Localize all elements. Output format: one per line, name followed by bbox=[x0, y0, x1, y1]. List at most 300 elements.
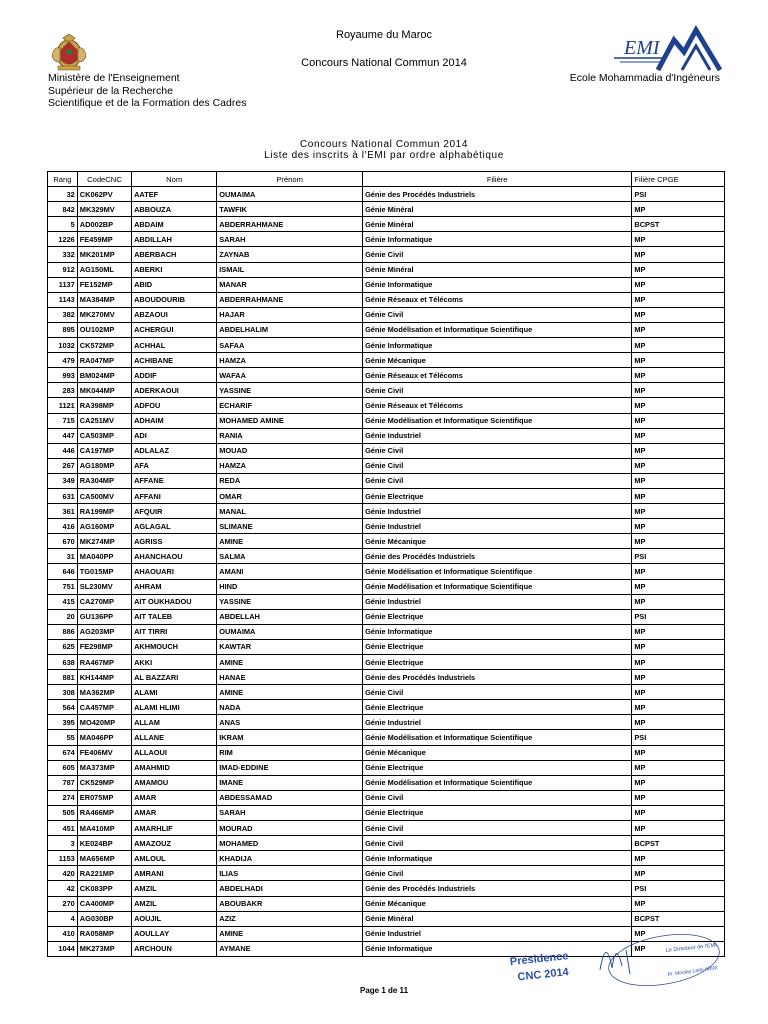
table-row bbox=[48, 247, 725, 262]
cell-codecnc: CA503MP bbox=[77, 428, 131, 443]
cell-filiere: Génie Minéral bbox=[363, 262, 632, 277]
cell-rang: 420 bbox=[48, 866, 78, 881]
cell-rang: 715 bbox=[48, 413, 78, 428]
cell-filiere-cpge: MP bbox=[632, 202, 725, 217]
stamp-line-2: CNC 2014 bbox=[516, 966, 570, 984]
cell-filiere-cpge: MP bbox=[632, 760, 725, 775]
signature-line-2: Pr. Moulay Larbi ABIDI bbox=[667, 965, 719, 978]
cell-prenom: ANAS bbox=[217, 715, 363, 730]
cell-filiere: Génie Electrique bbox=[363, 760, 632, 775]
cell-filiere: Génie Modélisation et Informatique Scientifique bbox=[363, 564, 632, 579]
cell-codecnc: MK273MP bbox=[77, 941, 131, 956]
cell-nom: ADI bbox=[132, 428, 217, 443]
cell-prenom: ISMAIL bbox=[217, 262, 363, 277]
cell-codecnc: BM024MP bbox=[77, 368, 131, 383]
cell-nom: AMRANI bbox=[132, 866, 217, 881]
table-row bbox=[48, 519, 725, 534]
cell-filiere: Génie Minéral bbox=[363, 202, 632, 217]
cell-filiere-cpge: MP bbox=[632, 232, 725, 247]
cell-filiere-cpge: MP bbox=[632, 292, 725, 307]
cell-filiere: Génie des Procédés Industriels bbox=[363, 187, 632, 202]
cell-filiere: Génie Civil bbox=[363, 383, 632, 398]
cell-nom: AKKI bbox=[132, 655, 217, 670]
emi-logo-text: EMI bbox=[624, 37, 660, 59]
cell-filiere: Génie Informatique bbox=[363, 851, 632, 866]
cell-nom: AOUJIL bbox=[132, 911, 217, 926]
cell-codecnc: ER075MP bbox=[77, 790, 131, 805]
cell-filiere-cpge: MP bbox=[632, 428, 725, 443]
table-row bbox=[48, 700, 725, 715]
cell-codecnc: OU102MP bbox=[77, 322, 131, 337]
cell-nom: ABDAIM bbox=[132, 217, 217, 232]
table-row bbox=[48, 353, 725, 368]
cell-filiere: Génie Mécanique bbox=[363, 534, 632, 549]
cell-filiere-cpge: MP bbox=[632, 368, 725, 383]
cell-filiere-cpge: MP bbox=[632, 926, 725, 941]
cell-filiere-cpge: MP bbox=[632, 685, 725, 700]
cell-nom: ALLAM bbox=[132, 715, 217, 730]
cell-nom: AIT TIRRI bbox=[132, 624, 217, 639]
table-row bbox=[48, 504, 725, 519]
ministry-line-1: Ministère de l'Enseignement bbox=[48, 72, 180, 84]
cell-filiere-cpge: MP bbox=[632, 715, 725, 730]
cell-filiere: Génie Electrique bbox=[363, 700, 632, 715]
table-row bbox=[48, 624, 725, 639]
cell-codecnc: AG150ML bbox=[77, 262, 131, 277]
cell-nom: ADERKAOUI bbox=[132, 383, 217, 398]
cell-filiere: Génie Réseaux et Télécoms bbox=[363, 292, 632, 307]
cell-prenom: IMAD-EDDINE bbox=[217, 760, 363, 775]
cell-filiere-cpge: BCPST bbox=[632, 217, 725, 232]
table-row bbox=[48, 821, 725, 836]
col-header-nom: Nom bbox=[132, 172, 217, 187]
cell-filiere-cpge: MP bbox=[632, 262, 725, 277]
cell-filiere-cpge: MP bbox=[632, 413, 725, 428]
cell-nom: AHANCHAOU bbox=[132, 549, 217, 564]
cell-codecnc: CK062PV bbox=[77, 187, 131, 202]
cell-nom: ADDIF bbox=[132, 368, 217, 383]
cell-filiere: Génie Civil bbox=[363, 866, 632, 881]
cell-prenom: ILIAS bbox=[217, 866, 363, 881]
cell-rang: 751 bbox=[48, 579, 78, 594]
cell-codecnc: MA410MP bbox=[77, 821, 131, 836]
cell-nom: ACHHAL bbox=[132, 338, 217, 353]
registrants-table bbox=[47, 171, 725, 957]
cell-rang: 395 bbox=[48, 715, 78, 730]
cell-filiere-cpge: MP bbox=[632, 488, 725, 503]
cell-filiere: Génie Modélisation et Informatique Scientifique bbox=[363, 322, 632, 337]
table-row bbox=[48, 564, 725, 579]
col-header-prenom: Prénom bbox=[217, 172, 363, 187]
cell-codecnc: SL230MV bbox=[77, 579, 131, 594]
cell-prenom: ECHARIF bbox=[217, 398, 363, 413]
signature-line-1: Le Directeur de l'EMI bbox=[665, 942, 718, 954]
cell-rang: 670 bbox=[48, 534, 78, 549]
table-row bbox=[48, 217, 725, 232]
contest-title: Concours National Commun 2014 bbox=[301, 57, 467, 69]
cell-filiere: Génie Mécanique bbox=[363, 896, 632, 911]
cell-prenom: AMINE bbox=[217, 534, 363, 549]
cell-rang: 410 bbox=[48, 926, 78, 941]
cell-rang: 674 bbox=[48, 745, 78, 760]
cell-rang: 5 bbox=[48, 217, 78, 232]
col-header-filiere-cpge: Filière CPGE bbox=[632, 172, 725, 187]
school-name: Ecole Mohammadia d'Ingéneurs bbox=[569, 72, 720, 84]
cell-nom: AHRAM bbox=[132, 579, 217, 594]
cell-filiere-cpge: MP bbox=[632, 821, 725, 836]
cell-rang: 1153 bbox=[48, 851, 78, 866]
cell-filiere-cpge: MP bbox=[632, 579, 725, 594]
cell-nom: AGLAGAL bbox=[132, 519, 217, 534]
stamp-line-1: Présidence bbox=[509, 950, 569, 969]
cell-nom: ACHIBANE bbox=[132, 353, 217, 368]
cell-codecnc: RA221MP bbox=[77, 866, 131, 881]
cell-nom: ABID bbox=[132, 277, 217, 292]
cell-codecnc: CK529MP bbox=[77, 775, 131, 790]
document-title: Concours National Commun 2014 bbox=[299, 139, 469, 150]
cell-codecnc: AG180MP bbox=[77, 458, 131, 473]
cell-nom: ABERKI bbox=[132, 262, 217, 277]
ministry-name bbox=[48, 72, 246, 110]
cell-rang: 416 bbox=[48, 519, 78, 534]
cell-nom: ALLAOUI bbox=[132, 745, 217, 760]
table-row bbox=[48, 851, 725, 866]
cell-filiere-cpge: MP bbox=[632, 866, 725, 881]
cell-prenom: OUMAIMA bbox=[217, 624, 363, 639]
table-row bbox=[48, 307, 725, 322]
cell-rang: 55 bbox=[48, 730, 78, 745]
cell-rang: 32 bbox=[48, 187, 78, 202]
cell-rang: 20 bbox=[48, 609, 78, 624]
table-row bbox=[48, 488, 725, 503]
page-number: Page 1 de 11 bbox=[359, 986, 409, 995]
cell-filiere-cpge: MP bbox=[632, 443, 725, 458]
cell-nom: ACHERGUI bbox=[132, 322, 217, 337]
cell-filiere-cpge: BCPST bbox=[632, 836, 725, 851]
cell-filiere: Génie Informatique bbox=[363, 338, 632, 353]
cell-filiere: Génie des Procédés Industriels bbox=[363, 549, 632, 564]
cell-filiere: Génie Industriel bbox=[363, 926, 632, 941]
cell-rang: 1032 bbox=[48, 338, 78, 353]
cell-rang: 382 bbox=[48, 307, 78, 322]
cell-filiere: Génie Civil bbox=[363, 473, 632, 488]
cell-prenom: MOUAD bbox=[217, 443, 363, 458]
cell-filiere-cpge: MP bbox=[632, 307, 725, 322]
cell-filiere: Génie Modélisation et Informatique Scientifique bbox=[363, 730, 632, 745]
cell-rang: 451 bbox=[48, 821, 78, 836]
table-row bbox=[48, 639, 725, 654]
cell-rang: 1137 bbox=[48, 277, 78, 292]
cell-prenom: HAMZA bbox=[217, 458, 363, 473]
cell-filiere: Génie Informatique bbox=[363, 941, 632, 956]
cell-prenom: MANAL bbox=[217, 504, 363, 519]
cell-rang: 912 bbox=[48, 262, 78, 277]
cell-rang: 1121 bbox=[48, 398, 78, 413]
table-row bbox=[48, 368, 725, 383]
table-row bbox=[48, 534, 725, 549]
cell-rang: 993 bbox=[48, 368, 78, 383]
cell-prenom: SAFAA bbox=[217, 338, 363, 353]
cell-filiere: Génie Industriel bbox=[363, 594, 632, 609]
cell-nom: AFA bbox=[132, 458, 217, 473]
cell-rang: 1226 bbox=[48, 232, 78, 247]
cell-filiere: Génie Informatique bbox=[363, 232, 632, 247]
cell-rang: 631 bbox=[48, 488, 78, 503]
cell-filiere-cpge: MP bbox=[632, 624, 725, 639]
ministry-line-3: Scientifique et de la Formation des Cadres bbox=[48, 97, 247, 109]
cell-rang: 842 bbox=[48, 202, 78, 217]
cell-codecnc: GU136PP bbox=[77, 609, 131, 624]
cell-codecnc: RA398MP bbox=[77, 398, 131, 413]
cell-prenom: SALMA bbox=[217, 549, 363, 564]
cell-filiere-cpge: MP bbox=[632, 534, 725, 549]
cell-filiere: Génie Civil bbox=[363, 307, 632, 322]
cell-filiere: Génie Civil bbox=[363, 836, 632, 851]
table-row bbox=[48, 549, 725, 564]
cell-filiere-cpge: MP bbox=[632, 896, 725, 911]
table-row bbox=[48, 398, 725, 413]
cell-nom: AMAR bbox=[132, 805, 217, 820]
cell-prenom: ABDERRAHMANE bbox=[217, 292, 363, 307]
cell-prenom: KAWTAR bbox=[217, 639, 363, 654]
cell-filiere: Génie Minéral bbox=[363, 217, 632, 232]
cell-filiere: Génie des Procédés Industriels bbox=[363, 881, 632, 896]
cell-codecnc: TG015MP bbox=[77, 564, 131, 579]
cell-rang: 895 bbox=[48, 322, 78, 337]
cell-prenom: HANAE bbox=[217, 670, 363, 685]
table-row bbox=[48, 670, 725, 685]
cell-filiere-cpge: MP bbox=[632, 941, 725, 956]
cell-nom: AFQUIR bbox=[132, 504, 217, 519]
cell-filiere: Génie Civil bbox=[363, 458, 632, 473]
cell-nom: ABOUDOURIB bbox=[132, 292, 217, 307]
cell-nom: ABERBACH bbox=[132, 247, 217, 262]
cell-nom: ALLANE bbox=[132, 730, 217, 745]
cell-codecnc: RA466MP bbox=[77, 805, 131, 820]
cell-rang: 505 bbox=[48, 805, 78, 820]
cell-prenom: KHADIJA bbox=[217, 851, 363, 866]
cell-filiere: Génie Electrique bbox=[363, 609, 632, 624]
cell-rang: 361 bbox=[48, 504, 78, 519]
cell-nom: ADFOU bbox=[132, 398, 217, 413]
cell-codecnc: AG160MP bbox=[77, 519, 131, 534]
cell-filiere-cpge: MP bbox=[632, 655, 725, 670]
cell-nom: ALAMI HLIMI bbox=[132, 700, 217, 715]
cell-prenom: AYMANE bbox=[217, 941, 363, 956]
table-row bbox=[48, 232, 725, 247]
col-header-filiere: Filière bbox=[363, 172, 632, 187]
cell-codecnc: RA047MP bbox=[77, 353, 131, 368]
cell-filiere-cpge: MP bbox=[632, 639, 725, 654]
cell-filiere-cpge: MP bbox=[632, 338, 725, 353]
cell-prenom: MOURAD bbox=[217, 821, 363, 836]
kingdom-title: Royaume du Maroc bbox=[336, 29, 432, 41]
cell-filiere-cpge: MP bbox=[632, 851, 725, 866]
table-row bbox=[48, 805, 725, 820]
cell-filiere: Génie Industriel bbox=[363, 715, 632, 730]
cell-filiere-cpge: BCPST bbox=[632, 911, 725, 926]
cell-prenom: HAJAR bbox=[217, 307, 363, 322]
cell-rang: 283 bbox=[48, 383, 78, 398]
cell-prenom: ABDELHALIM bbox=[217, 322, 363, 337]
cell-filiere-cpge: MP bbox=[632, 805, 725, 820]
cell-prenom: ABDESSAMAD bbox=[217, 790, 363, 805]
cell-nom: AMAR bbox=[132, 790, 217, 805]
cell-rang: 270 bbox=[48, 896, 78, 911]
table-row bbox=[48, 579, 725, 594]
cell-nom: ALAMI bbox=[132, 685, 217, 700]
cell-filiere-cpge: MP bbox=[632, 790, 725, 805]
table-row bbox=[48, 775, 725, 790]
cell-nom: AFFANE bbox=[132, 473, 217, 488]
cell-nom: AMAZOUZ bbox=[132, 836, 217, 851]
cell-nom: AMAHMID bbox=[132, 760, 217, 775]
cell-nom: AKHMOUCH bbox=[132, 639, 217, 654]
cell-codecnc: FE298MP bbox=[77, 639, 131, 654]
cell-nom: AL BAZZARI bbox=[132, 670, 217, 685]
cell-filiere: Génie Réseaux et Télécoms bbox=[363, 398, 632, 413]
cell-filiere-cpge: MP bbox=[632, 594, 725, 609]
cell-nom: AIT OUKHADOU bbox=[132, 594, 217, 609]
cell-filiere-cpge: MP bbox=[632, 458, 725, 473]
cell-filiere: Génie Civil bbox=[363, 443, 632, 458]
cell-filiere: Génie Modélisation et Informatique Scientifique bbox=[363, 775, 632, 790]
cell-filiere-cpge: PSI bbox=[632, 609, 725, 624]
cell-filiere: Génie Civil bbox=[363, 790, 632, 805]
table-row bbox=[48, 202, 725, 217]
cell-filiere: Génie Minéral bbox=[363, 911, 632, 926]
cell-nom: AGRISS bbox=[132, 534, 217, 549]
cell-filiere: Génie Modélisation et Informatique Scientifique bbox=[363, 413, 632, 428]
table-row bbox=[48, 292, 725, 307]
cell-filiere-cpge: MP bbox=[632, 564, 725, 579]
cell-rang: 646 bbox=[48, 564, 78, 579]
table-row bbox=[48, 655, 725, 670]
cell-rang: 3 bbox=[48, 836, 78, 851]
cell-prenom: WAFAA bbox=[217, 368, 363, 383]
cell-codecnc: RA058MP bbox=[77, 926, 131, 941]
table-row bbox=[48, 790, 725, 805]
table-row bbox=[48, 458, 725, 473]
table-row bbox=[48, 685, 725, 700]
cell-filiere-cpge: MP bbox=[632, 745, 725, 760]
table-row bbox=[48, 896, 725, 911]
cell-rang: 638 bbox=[48, 655, 78, 670]
cell-codecnc: MA384MP bbox=[77, 292, 131, 307]
table-row bbox=[48, 383, 725, 398]
cell-codecnc: MA046PP bbox=[77, 730, 131, 745]
cell-codecnc: MA656MP bbox=[77, 851, 131, 866]
cell-codecnc: AG030BP bbox=[77, 911, 131, 926]
cell-prenom: MOHAMED AMINE bbox=[217, 413, 363, 428]
cell-codecnc: CA400MP bbox=[77, 896, 131, 911]
cell-codecnc: MA040PP bbox=[77, 549, 131, 564]
cell-filiere-cpge: MP bbox=[632, 700, 725, 715]
cell-codecnc: CA500MV bbox=[77, 488, 131, 503]
cell-filiere-cpge: MP bbox=[632, 504, 725, 519]
col-header-codecnc: CodeCNC bbox=[77, 172, 131, 187]
cell-prenom: ABDELLAH bbox=[217, 609, 363, 624]
cell-codecnc: MK201MP bbox=[77, 247, 131, 262]
cell-rang: 4 bbox=[48, 911, 78, 926]
cell-filiere-cpge: PSI bbox=[632, 730, 725, 745]
cell-codecnc: CA197MP bbox=[77, 443, 131, 458]
cell-rang: 605 bbox=[48, 760, 78, 775]
cell-filiere-cpge: MP bbox=[632, 353, 725, 368]
director-signature bbox=[560, 930, 728, 990]
cell-codecnc: FE152MP bbox=[77, 277, 131, 292]
cell-filiere-cpge: MP bbox=[632, 775, 725, 790]
cell-prenom: AMANI bbox=[217, 564, 363, 579]
cell-prenom: IMANE bbox=[217, 775, 363, 790]
cell-rang: 479 bbox=[48, 353, 78, 368]
cell-prenom: ABDELHADI bbox=[217, 881, 363, 896]
cell-filiere-cpge: MP bbox=[632, 322, 725, 337]
cell-codecnc: MK274MP bbox=[77, 534, 131, 549]
cell-prenom: HIND bbox=[217, 579, 363, 594]
table-row bbox=[48, 262, 725, 277]
cell-filiere: Génie des Procédés Industriels bbox=[363, 670, 632, 685]
cell-nom: AHAOUARI bbox=[132, 564, 217, 579]
cell-filiere: Génie Electrique bbox=[363, 488, 632, 503]
table-row bbox=[48, 866, 725, 881]
table-row bbox=[48, 881, 725, 896]
cell-filiere-cpge: PSI bbox=[632, 881, 725, 896]
table-row bbox=[48, 609, 725, 624]
cell-prenom: SARAH bbox=[217, 805, 363, 820]
cell-filiere-cpge: MP bbox=[632, 277, 725, 292]
cell-prenom: RANIA bbox=[217, 428, 363, 443]
table-row bbox=[48, 730, 725, 745]
cell-codecnc: CK083PP bbox=[77, 881, 131, 896]
cell-prenom: AZIZ bbox=[217, 911, 363, 926]
cell-rang: 349 bbox=[48, 473, 78, 488]
cell-filiere-cpge: MP bbox=[632, 383, 725, 398]
cell-prenom: YASSINE bbox=[217, 383, 363, 398]
cell-filiere-cpge: MP bbox=[632, 398, 725, 413]
cell-codecnc: FE459MP bbox=[77, 232, 131, 247]
cell-rang: 447 bbox=[48, 428, 78, 443]
cell-rang: 415 bbox=[48, 594, 78, 609]
cell-codecnc: AG203MP bbox=[77, 624, 131, 639]
table-row bbox=[48, 322, 725, 337]
cell-codecnc: MK329MV bbox=[77, 202, 131, 217]
table-row bbox=[48, 760, 725, 775]
document-subtitle: Liste des inscrits à l'EMI par ordre alphabétique bbox=[264, 150, 504, 161]
cell-prenom: ABOUBAKR bbox=[217, 896, 363, 911]
cell-rang: 267 bbox=[48, 458, 78, 473]
cell-filiere: Génie Industriel bbox=[363, 519, 632, 534]
cell-codecnc: MK270MV bbox=[77, 307, 131, 322]
table-row bbox=[48, 187, 725, 202]
cell-prenom: SLIMANE bbox=[217, 519, 363, 534]
cell-codecnc: KE024BP bbox=[77, 836, 131, 851]
col-header-rang: Rang bbox=[48, 172, 78, 187]
table-row bbox=[48, 911, 725, 926]
cell-prenom: AMINE bbox=[217, 685, 363, 700]
cell-prenom: OUMAIMA bbox=[217, 187, 363, 202]
cell-filiere: Génie Civil bbox=[363, 685, 632, 700]
cell-prenom: HAMZA bbox=[217, 353, 363, 368]
cell-codecnc: RA304MP bbox=[77, 473, 131, 488]
cell-prenom: REDA bbox=[217, 473, 363, 488]
cell-filiere: Génie Electrique bbox=[363, 805, 632, 820]
cell-filiere-cpge: MP bbox=[632, 519, 725, 534]
cell-filiere: Génie Electrique bbox=[363, 639, 632, 654]
cell-rang: 886 bbox=[48, 624, 78, 639]
cell-nom: ABBOUZA bbox=[132, 202, 217, 217]
cell-filiere-cpge: MP bbox=[632, 670, 725, 685]
